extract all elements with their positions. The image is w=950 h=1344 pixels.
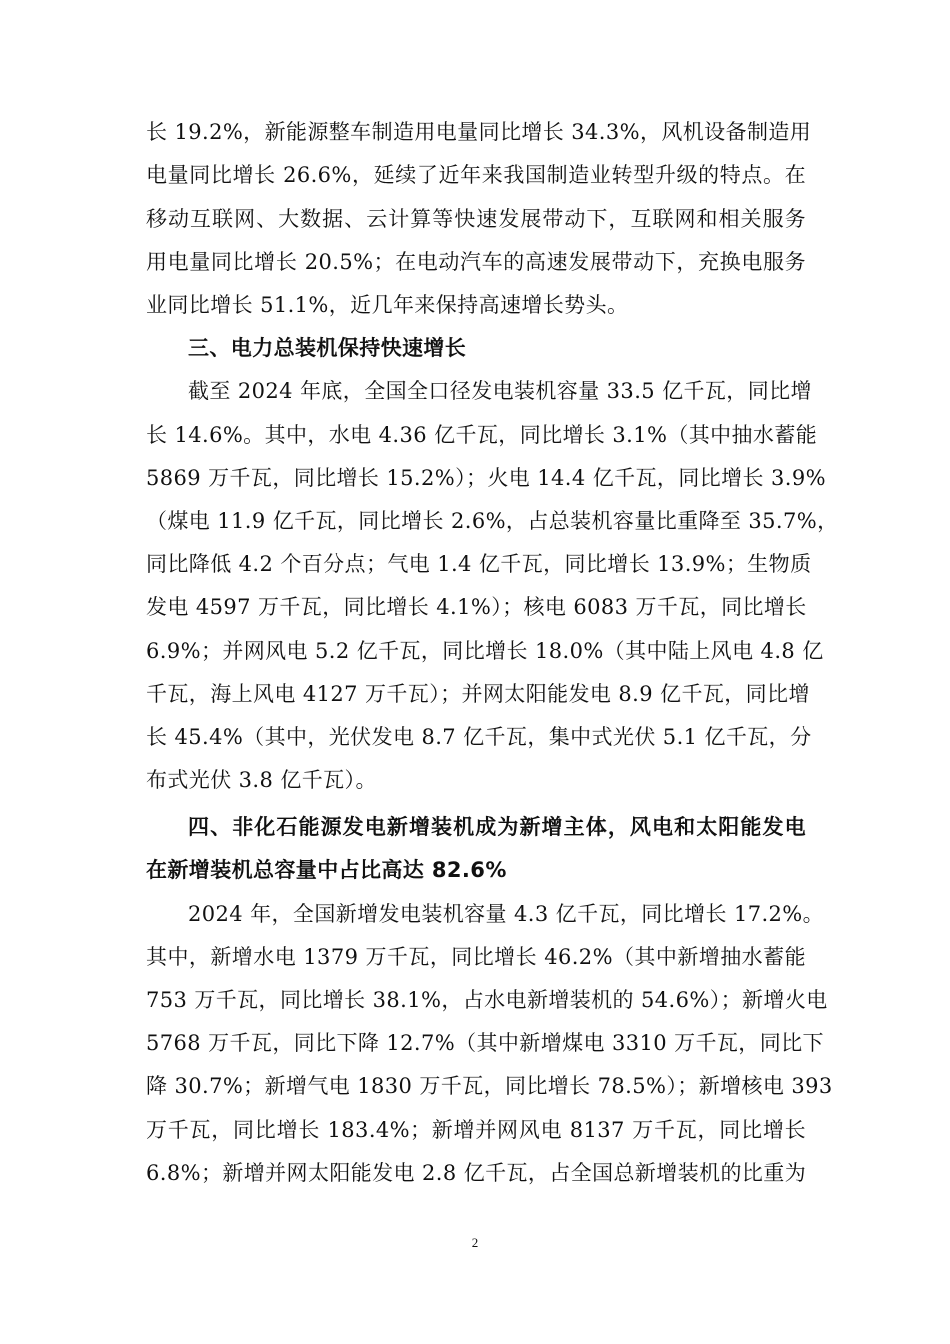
text-line: 2024 年，全国新增发电装机容量 4.3 亿千瓦，同比增长 17.2%。: [188, 902, 825, 926]
text-line: 5768 万千瓦，同比下降 12.7%（其中新增煤电 3310 万千瓦，同比下: [146, 1031, 824, 1055]
text-line: 长 14.6%。其中，水电 4.36 亿千瓦，同比增长 3.1%（其中抽水蓄能: [146, 423, 818, 447]
section-heading: 在新增装机总容量中占比高达 82.6%: [146, 858, 507, 882]
page-number: 2: [471, 1235, 479, 1250]
text-line: 业同比增长 51.1%，近几年来保持高速增长势头。: [146, 293, 629, 317]
text-line: 同比降低 4.2 个百分点；气电 1.4 亿千瓦，同比增长 13.9%；生物质: [146, 552, 812, 576]
text-line: 移动互联网、大数据、云计算等快速发展带动下，互联网和相关服务: [146, 207, 806, 231]
text-line: 布式光伏 3.8 亿千瓦）。: [146, 768, 377, 792]
text-line: 截至 2024 年底，全国全口径发电装机容量 33.5 亿千瓦，同比增: [188, 379, 812, 403]
text-line: 长 19.2%，新能源整车制造用电量同比增长 34.3%，风机设备制造用: [146, 120, 812, 144]
text-line: 发电 4597 万千瓦，同比增长 4.1%）；核电 6083 万千瓦，同比增长: [146, 595, 807, 619]
text-line: 用电量同比增长 20.5%；在电动汽车的高速发展带动下，充换电服务: [146, 250, 806, 274]
text-line: （煤电 11.9 亿千瓦，同比增长 2.6%，占总装机容量比重降至 35.7%，: [146, 509, 839, 533]
text-line: 753 万千瓦，同比增长 38.1%，占水电新增装机的 54.6%）；新增火电: [146, 988, 828, 1012]
text-line: 6.9%；并网风电 5.2 亿千瓦，同比增长 18.0%（其中陆上风电 4.8 亿: [146, 639, 824, 663]
section-heading: 四、非化石能源发电新增装机成为新增主体，风电和太阳能发电: [188, 815, 806, 839]
text-line: 5869 万千瓦，同比增长 15.2%）；火电 14.4 亿千瓦，同比增长 3.9%: [146, 466, 826, 490]
text-line: 千瓦，海上风电 4127 万千瓦）；并网太阳能发电 8.9 亿千瓦，同比增: [146, 682, 810, 706]
text-line: 万千瓦，同比增长 183.4%；新增并网风电 8137 万千瓦，同比增长: [146, 1118, 806, 1142]
text-line: 其中，新增水电 1379 万千瓦，同比增长 46.2%（其中新增抽水蓄能: [146, 945, 806, 969]
text-line: 电量同比增长 26.6%，延续了近年来我国制造业转型升级的特点。在: [146, 163, 806, 187]
text-line: 长 45.4%（其中，光伏发电 8.7 亿千瓦，集中式光伏 5.1 亿千瓦，分: [146, 725, 812, 749]
text-line: 6.8%；新增并网太阳能发电 2.8 亿千瓦，占全国总新增装机的比重为: [146, 1161, 807, 1185]
section-heading: 三、电力总装机保持快速增长: [188, 336, 467, 360]
text-line: 降 30.7%；新增气电 1830 万千瓦，同比增长 78.5%）；新增核电 393: [146, 1074, 833, 1098]
